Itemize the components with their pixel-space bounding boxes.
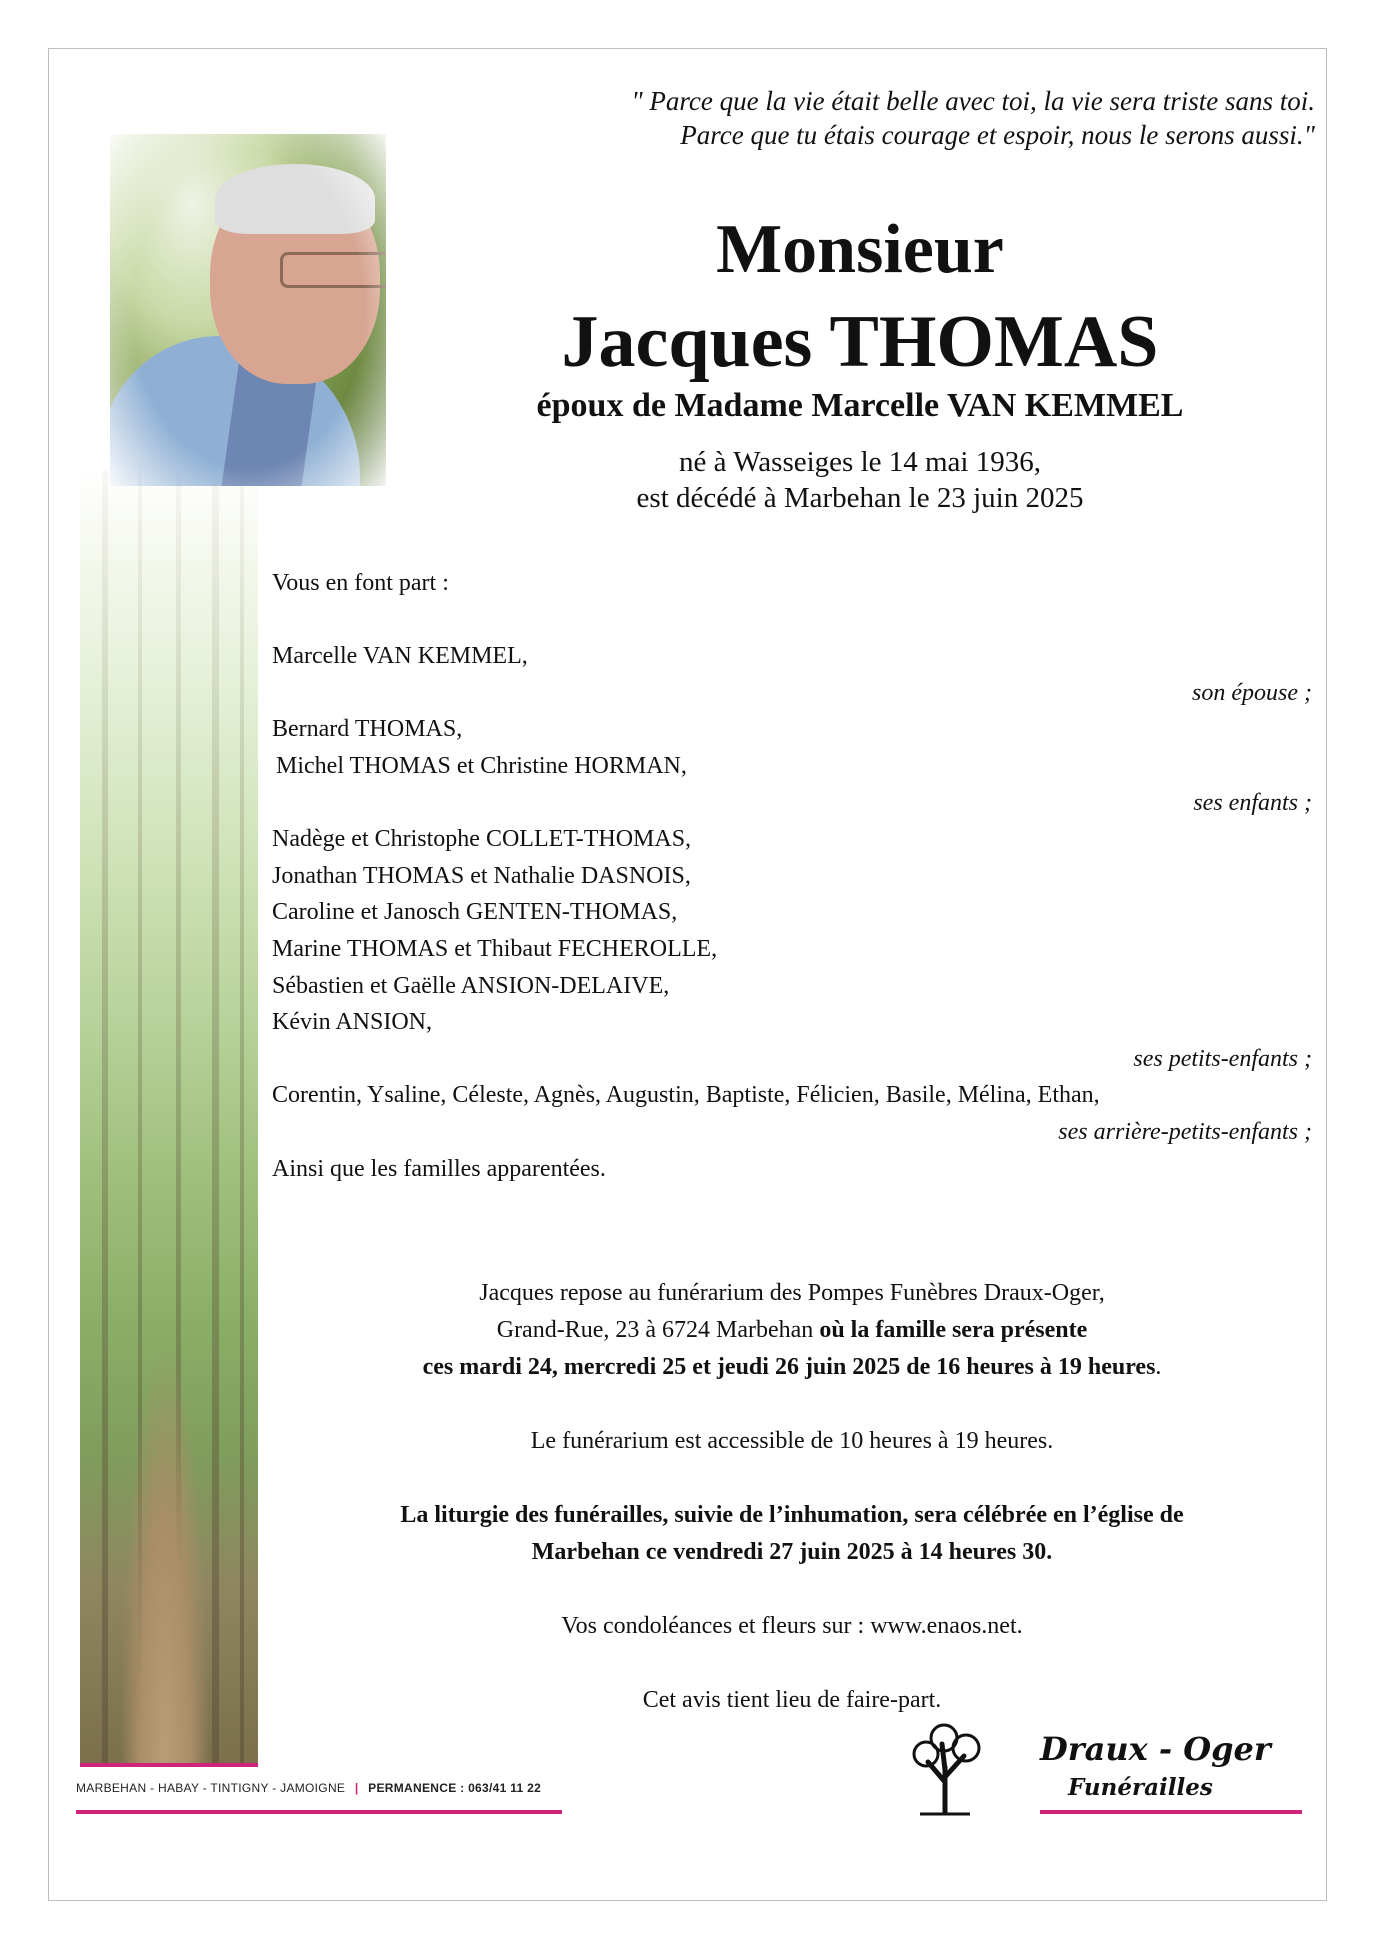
quote-line-2: Parce que tu étais courage et espoir, nous le serons aussi." [680, 120, 1315, 150]
honorific: Monsieur [716, 211, 1004, 288]
family-member: Caroline et Janosch GENTEN-THOMAS, [272, 899, 678, 926]
notice-line: Cet avis tient lieu de faire-part. [642, 1687, 942, 1713]
family-role: ses enfants ; [1193, 789, 1312, 816]
footer-rule-left [76, 1810, 562, 1814]
brand-subtitle: Funérailles [1068, 1774, 1213, 1801]
family-member: Corentin, Ysaline, Céleste, Agnès, Augustin, Baptiste, Félicien, Basile, Mélina, Ethan, [272, 1082, 1100, 1109]
family-member: Marine THOMAS et Thibaut FECHEROLLE, [272, 935, 718, 962]
liturgy-line-1: La liturgie des funérailles, suivie de l’inhumation, sera célébrée en l’église de [400, 1502, 1184, 1528]
footer-contact [76, 1781, 541, 1795]
tree-icon [890, 1712, 1000, 1822]
condolences-line: Vos condoléances et fleurs sur : www.enaos.net. [561, 1613, 1023, 1639]
epitaph-quote [415, 84, 1315, 152]
family-member: Nadège et Christophe COLLET-THOMAS, [272, 826, 692, 853]
funerarium-line-1: Jacques repose au funérarium des Pompes Funèbres Draux-Oger, [479, 1280, 1105, 1306]
quote-line-1: " Parce que la vie était belle avec toi, la vie sera triste sans toi. [631, 86, 1315, 116]
spouse-line: époux de Madame Marcelle VAN KEMMEL [536, 387, 1184, 424]
family-role: son épouse ; [1192, 679, 1312, 706]
funerarium-hours: Le funérarium est accessible de 10 heures à 19 heures. [530, 1428, 1054, 1454]
family-member: Sébastien et Gaëlle ANSION-DELAIVE, [272, 972, 670, 999]
funerarium-line-2: Grand-Rue, 23 à 6724 Marbehan où la famille sera présente [496, 1317, 1088, 1343]
family-announcement [272, 565, 1312, 1187]
birth-line: né à Wasseiges le 14 mai 1936, [679, 446, 1041, 478]
family-role: ses arrière-petits-enfants ; [1058, 1118, 1312, 1145]
deceased-name: Jacques THOMAS [561, 301, 1159, 383]
family-member: Jonathan THOMAS et Nathalie DASNOIS, [272, 862, 691, 889]
funeral-home-logo [890, 1712, 1310, 1822]
liturgy-line-2: Marbehan ce vendredi 27 juin 2025 à 14 heures 30. [531, 1539, 1053, 1565]
family-member: Bernard THOMAS, [272, 716, 463, 743]
family-member: Marcelle VAN KEMMEL, [272, 643, 528, 670]
family-member: Michel THOMAS et Christine HORMAN, [276, 752, 687, 779]
forest-decoration [80, 470, 258, 1767]
death-line: est décédé à Marbehan le 23 juin 2025 [636, 482, 1084, 514]
funerarium-line-3: ces mardi 24, mercredi 25 et jeudi 26 juin 2025 de 16 heures à 19 heures. [422, 1354, 1162, 1380]
family-member: Kévin ANSION, [272, 1009, 432, 1036]
ceremony-info [272, 1275, 1312, 1719]
family-closing: Ainsi que les familles apparentées. [272, 1155, 606, 1182]
footer-permanence: PERMANENCE : 063/41 11 22 [368, 1781, 542, 1795]
family-role: ses petits-enfants ; [1133, 1045, 1312, 1072]
deceased-portrait [110, 134, 386, 486]
footer-separator: | [354, 1781, 359, 1795]
life-dates [430, 444, 1290, 516]
footer-locations: MARBEHAN - HABAY - TINTIGNY - JAMOIGNE [76, 1781, 346, 1795]
family-intro: Vous en font part : [272, 570, 449, 596]
brand-name: Draux - Oger [1040, 1730, 1271, 1768]
